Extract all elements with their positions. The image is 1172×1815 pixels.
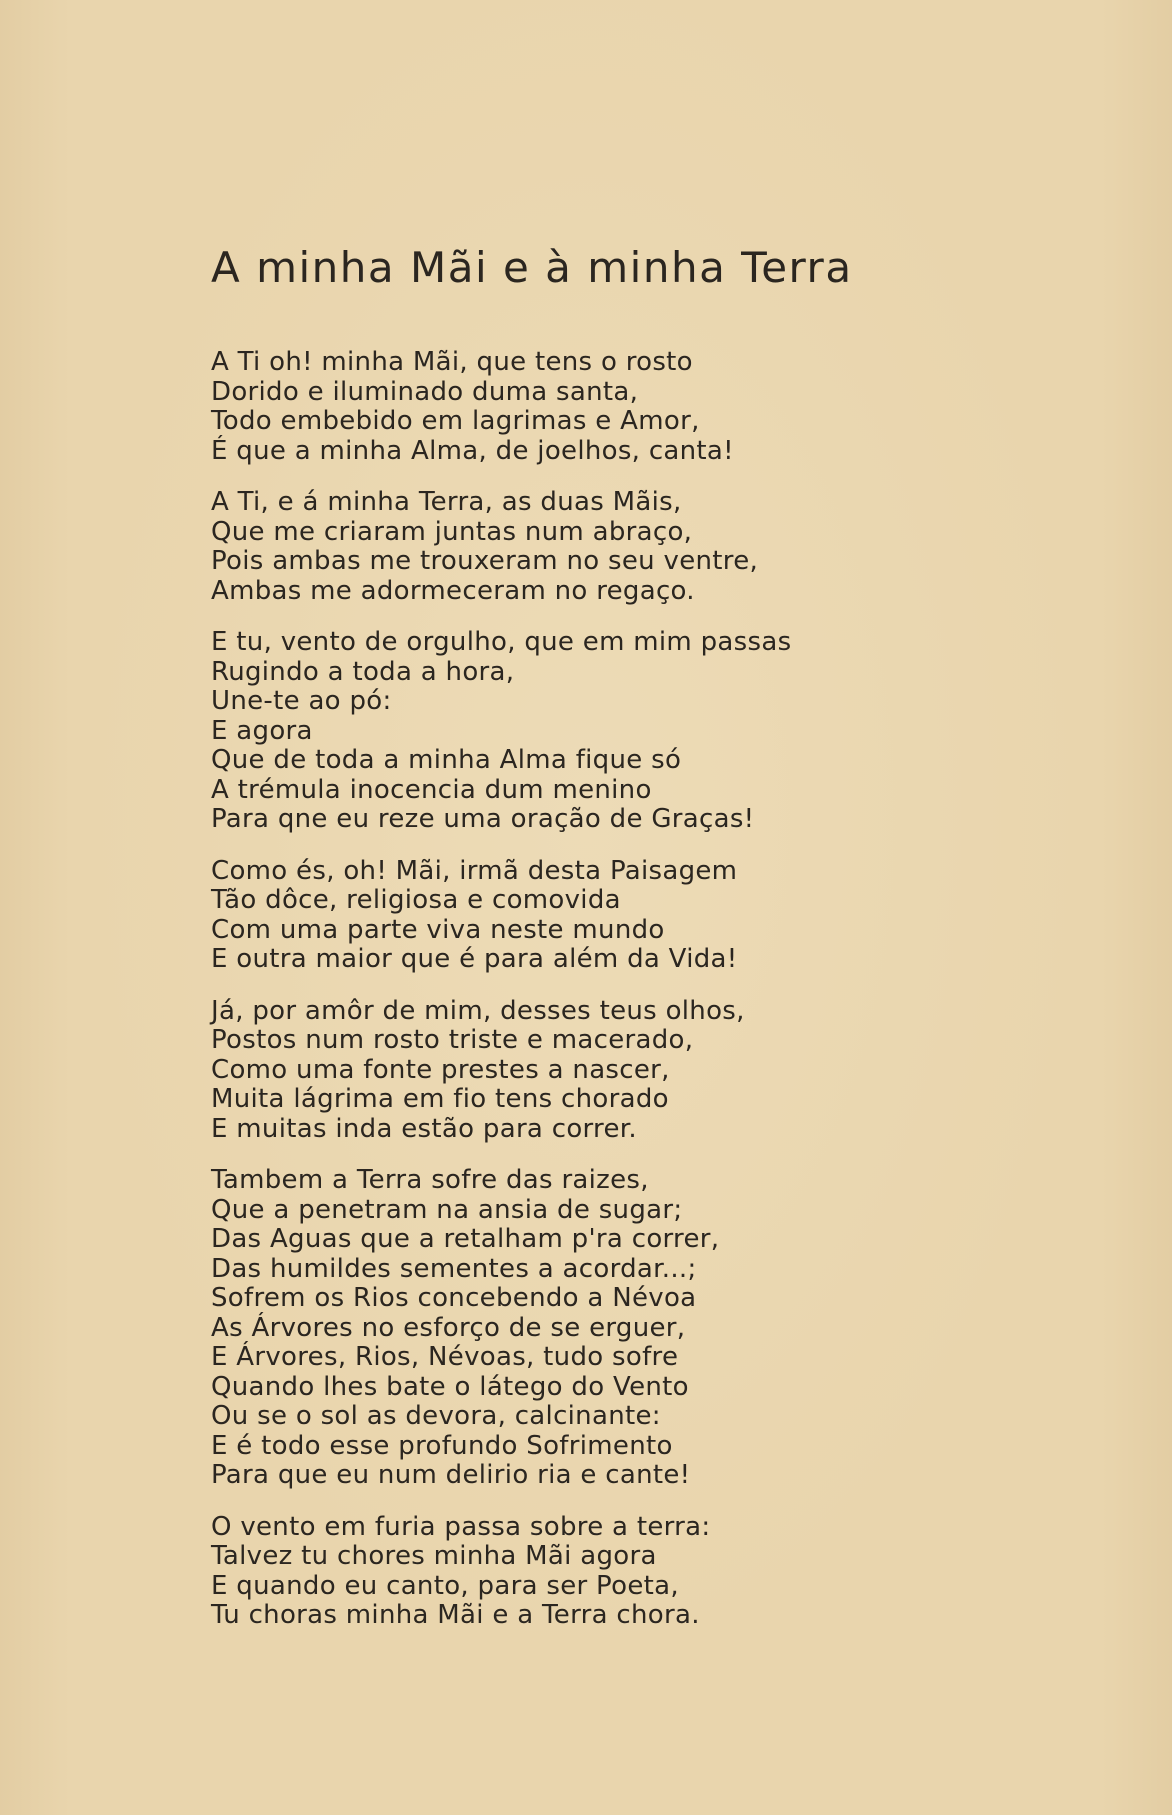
- verse-line: E tu, vento de orgulho, que em mim passas: [211, 627, 792, 657]
- verse-line: Com uma parte viva neste mundo: [211, 914, 665, 945]
- verse-line: Que me criaram juntas num abraço,: [211, 516, 693, 547]
- stanza-3: [211, 628, 1111, 835]
- stanza-6: [211, 1166, 1111, 1491]
- verse-line: Une-te ao pó:: [211, 686, 392, 716]
- verse-line: Dorido e iluminado duma santa,: [211, 376, 639, 407]
- verse-line: Pois ambas me trouxeram no seu ventre,: [211, 546, 759, 576]
- poem: [211, 232, 1111, 1653]
- stanza-7: [211, 1513, 1111, 1631]
- verse-line: Todo embebido em lagrimas e Amor,: [211, 406, 700, 436]
- verse-line: As Árvores no esforço de se erguer,: [211, 1312, 686, 1343]
- stanza-5: [211, 997, 1111, 1145]
- poem-title: A minha Mãi e à minha Terra: [211, 243, 853, 292]
- verse-line: A Ti, e á minha Terra, as duas Mãis,: [211, 487, 682, 517]
- verse-line: E outra maior que é para além da Vida!: [211, 944, 738, 974]
- stanza-1: [211, 348, 1111, 466]
- verse-line: Muita lágrima em fio tens chorado: [211, 1084, 669, 1114]
- verse-line: Das Aguas que a retalham p'ra correr,: [211, 1224, 720, 1254]
- verse-line: Sofrem os Rios concebendo a Névoa: [211, 1283, 697, 1313]
- verse-line: E quando eu canto, para ser Poeta,: [211, 1570, 679, 1601]
- verse-line: E Árvores, Rios, Névoas, tudo sofre: [211, 1342, 679, 1372]
- verse-line: Já, por amôr de mim, desses teus olhos,: [211, 995, 745, 1026]
- verse-line: Que de toda a minha Alma fique só: [211, 745, 682, 775]
- verse-line: Rugindo a toda a hora,: [211, 656, 515, 687]
- verse-line: E muitas inda estão para correr.: [211, 1113, 637, 1144]
- verse-line: Talvez tu chores minha Mãi agora: [211, 1541, 657, 1571]
- verse-line: E é todo esse profundo Sofrimento: [211, 1430, 673, 1461]
- verse-line: A trémula inocencia dum menino: [211, 774, 652, 805]
- verse-line: Que a penetram na ansia de sugar;: [211, 1194, 683, 1225]
- verse-line: Quando lhes bate o látego do Vento: [211, 1371, 689, 1402]
- verse-line: E agora: [211, 715, 313, 746]
- verse-line: Das humildes sementes a acordar...;: [211, 1253, 697, 1284]
- verse-line: Tu choras minha Mãi e a Terra chora.: [211, 1600, 700, 1630]
- stanza-4: [211, 857, 1111, 975]
- verse-line: Postos num rosto triste e macerado,: [211, 1025, 694, 1055]
- verse-line: Ambas me adormeceram no regaço.: [211, 575, 695, 606]
- verse-line: O vento em furia passa sobre a terra:: [211, 1511, 711, 1542]
- verse-line: Ou se o sol as devora, calcinante:: [211, 1401, 661, 1431]
- verse-line: A Ti oh! minha Mãi, que tens o rosto: [211, 347, 693, 377]
- verse-line: Tão dôce, religiosa e comovida: [211, 885, 621, 915]
- verse-line: Para qne eu reze uma oração de Graças!: [211, 804, 755, 834]
- verse-line: Tambem a Terra sofre das raizes,: [211, 1165, 649, 1195]
- verse-line: Como és, oh! Mãi, irmã desta Paisagem: [211, 855, 738, 886]
- verse-line: Para que eu num delirio ria e cante!: [211, 1460, 691, 1490]
- verse-line: Como uma fonte prestes a nascer,: [211, 1054, 670, 1085]
- verse-line: É que a minha Alma, de joelhos, canta!: [211, 435, 734, 466]
- stanza-2: [211, 488, 1111, 606]
